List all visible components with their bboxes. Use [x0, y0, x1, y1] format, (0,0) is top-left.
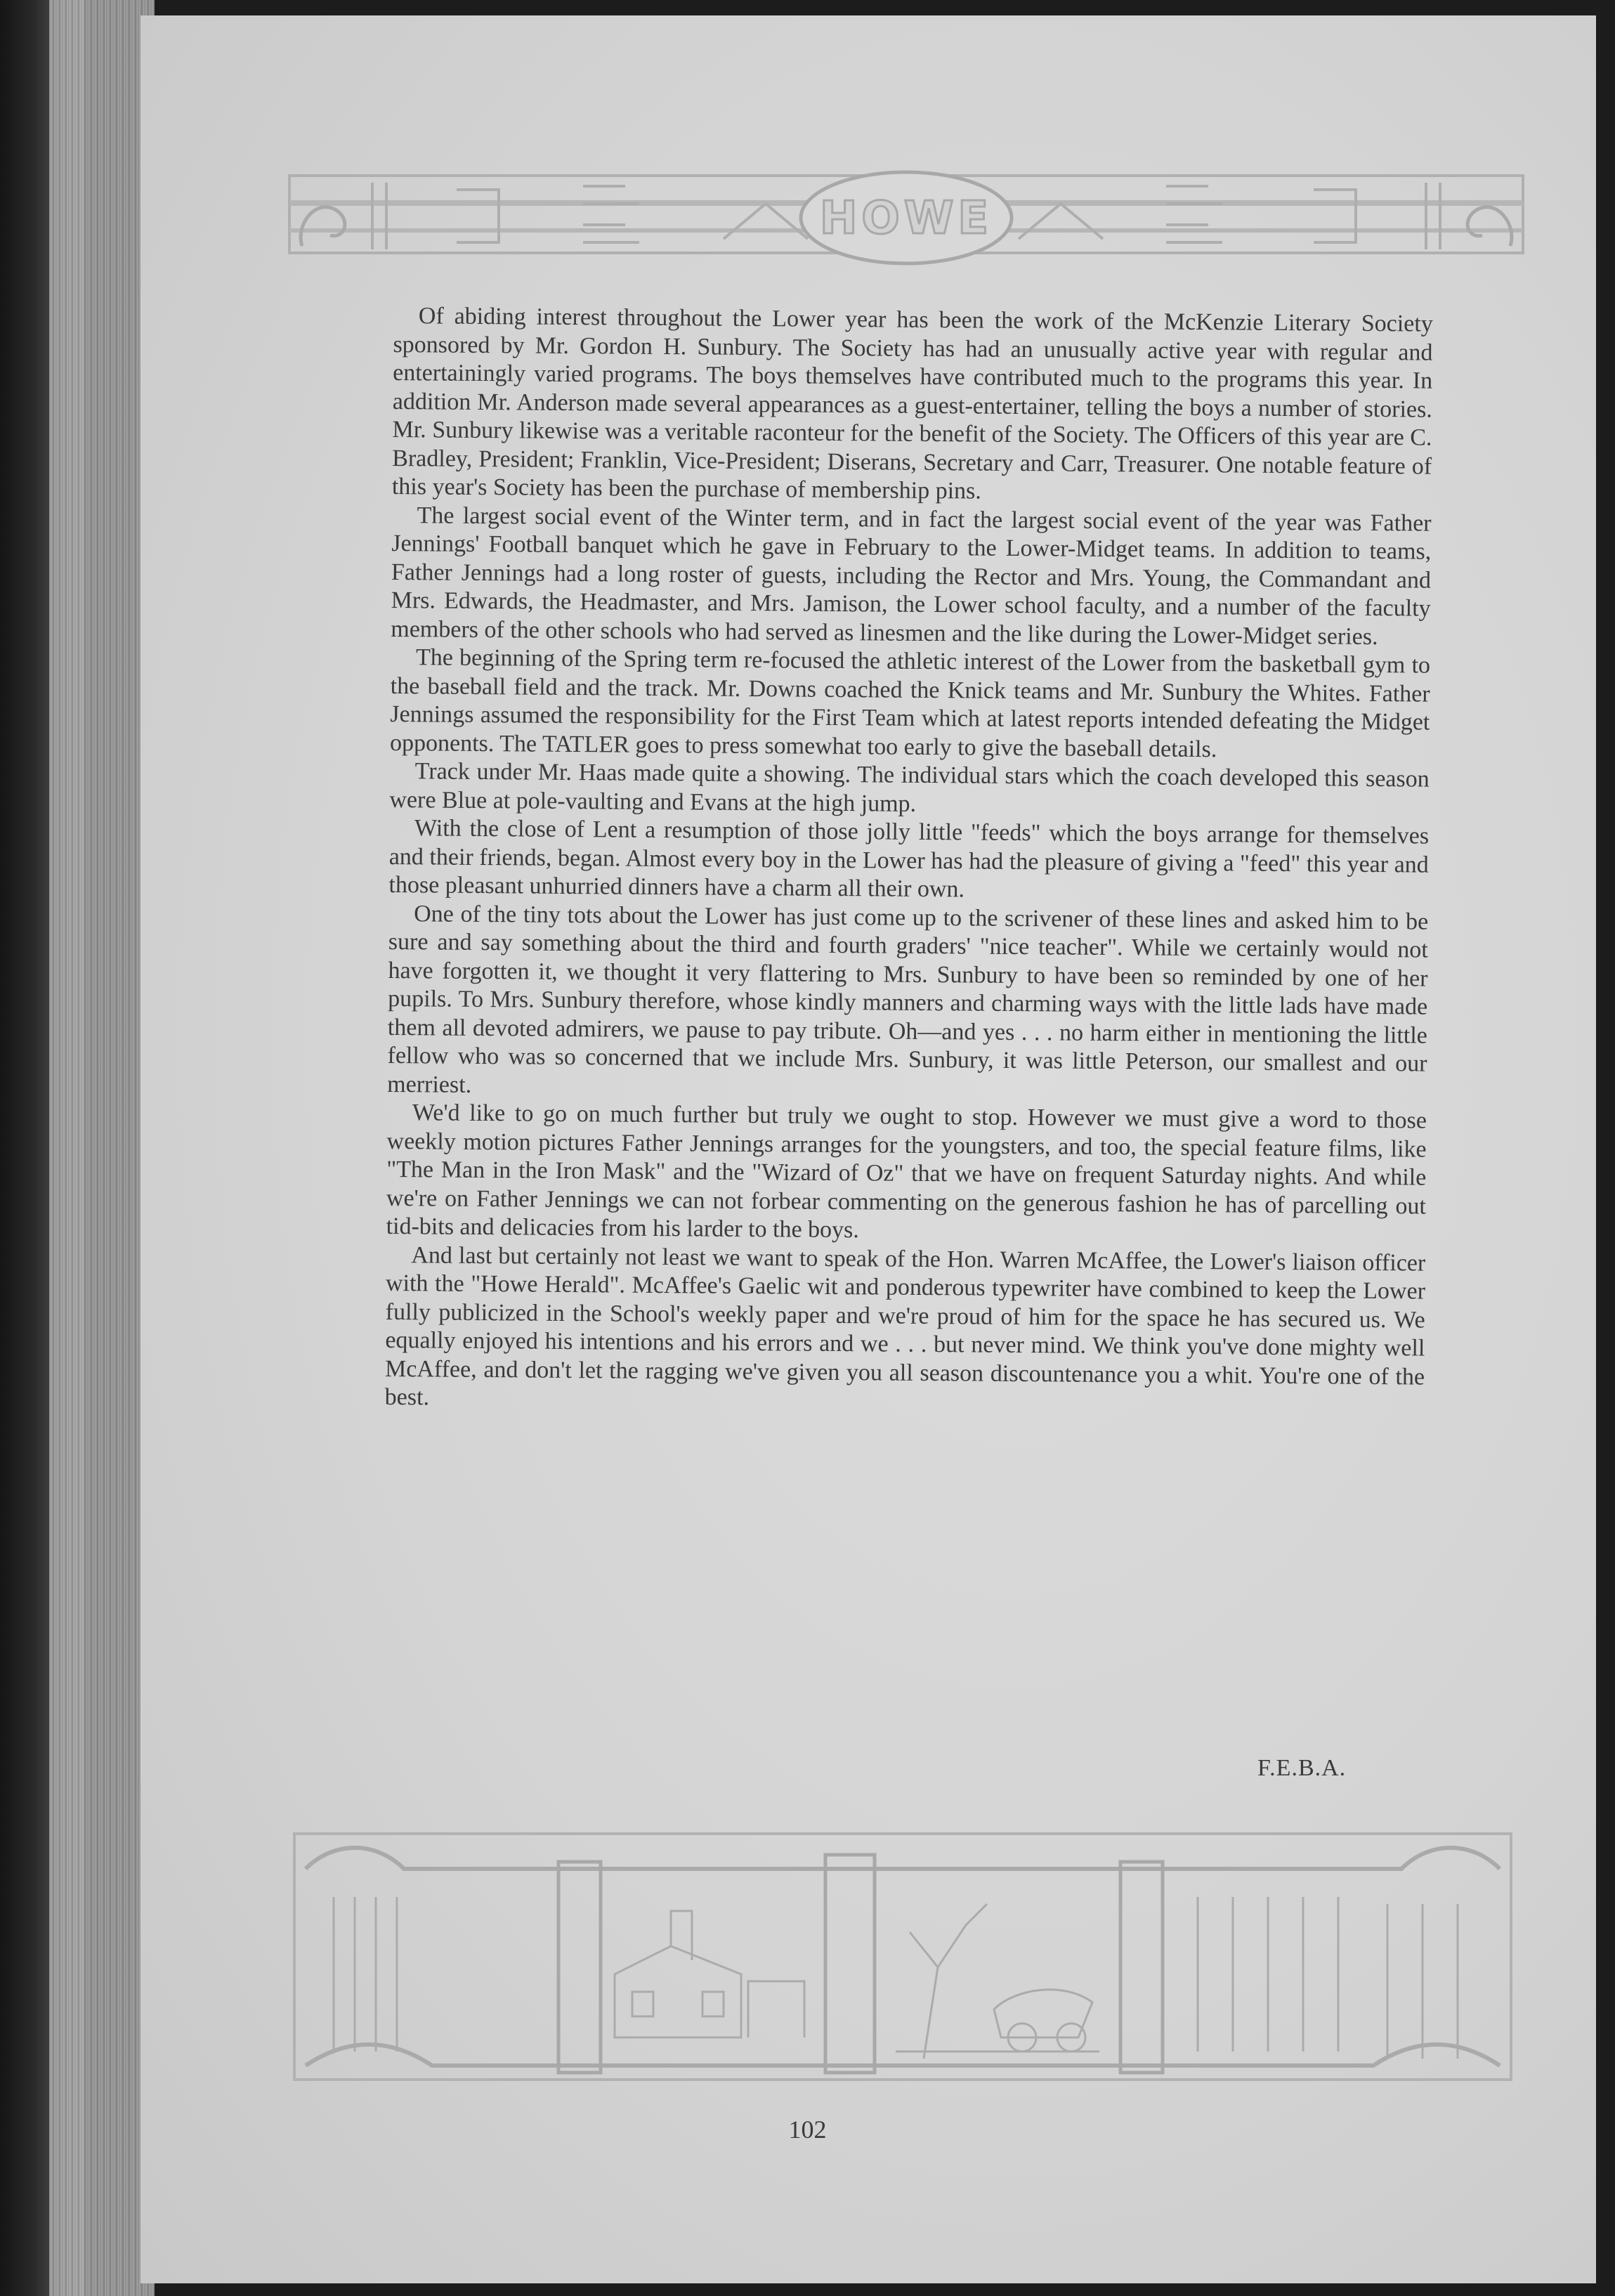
- author-signature: F.E.B.A.: [1257, 1755, 1347, 1781]
- paragraph: The largest social event of the Winter term, and in fact the largest social event of the year was Father Jennings' Football banquet which he gave in February to the Lower-Midget teams. In addition to teams, Father Jennings had a long roster of guests, including the Rector and Mrs. Young, the Commandant and Mrs. Edwards, the Headmaster, and Mrs. Jamison, the Lower school faculty, and a number of the faculty members of the other schools who had served as linesmen and the like during the Lower-Midget series.: [391, 502, 1432, 650]
- banner-title: HOWE: [819, 193, 993, 244]
- paragraph: We'd like to go on much further but truly we ought to stop. However we must give a word to those weekly motion pictures Father Jennings arranges for the youngsters, and too, the special feature films, like "The Man in the Iron Mask" and the "Wizard of Oz" that we have on frequent Saturday nights. And while we're on Father Jennings we can not forbear commenting on the generous fashion he has of parcelling out tid-bits and delicacies from his larder to the boys.: [386, 1100, 1427, 1244]
- paragraph: One of the tiny tots about the Lower has just come up to the scrivener of these lines and asked him to be sure and say something about the third and fourth graders' "nice teacher". While we certainly would not have forgotten it, we thought it very flattering to Mrs. Sunbury to have been so reminded by one of her pupils. To Mrs. Sunbury therefore, whose kindly manners and charming ways with the little lads have made them all devoted admirers, we pause to pay tribute. Oh—and yes . . . no harm either in mentioning the little fellow who was so concerned that we include Mrs. Sunbury, it was little Peterson, our smallest and our merriest.: [387, 900, 1429, 1098]
- paragraph: The beginning of the Spring term re-focused the athletic interest of the Lower from the basketball gym to the baseball field and the track. Mr. Downs coached the Knick teams and Mr. Sunbury the Whites. Father Jennings assumed the responsibility for the First Team which at latest reports intended defeating the Midget opponents. The TATLER goes to press somewhat too early to give the baseball details.: [389, 644, 1431, 762]
- article-body: [385, 302, 1433, 1420]
- header-ornament-banner: [288, 162, 1524, 267]
- paragraph: And last but certainly not least we want to speak of the Hon. Warren McAffee, the Lower's liaison officer with the "Howe Herald". McAffee's Gaelic wit and ponderous typewriter have combined to keep the Lower fully publicized in the School's weekly paper and we're proud of him for the space he has secured us. We equally enjoyed his intentions and his errors and we . . . but never mind. We think you've done mighty well McAffee, and don't let the ragging we've given you all season discountenance you a whit. You're one of the best.: [384, 1241, 1426, 1411]
- page-number: 102: [788, 2115, 827, 2144]
- footer-scroll-illustration: [292, 1827, 1514, 2087]
- paragraph: Of abiding interest throughout the Lower year has been the work of the McKenzie Literary Society sponsored by Mr. Gordon H. Sunbury. The Society has had an unusually active year with regular and entertainingly varied programs. The boys themselves have contributed much to the programs this year. In addition Mr. Anderson made several appearances as a guest-entertainer, telling the boys a number of stories. Mr. Sunbury likewise was a veritable raconteur for the benefit of the Society. The Officers of this year are C. Bradley, President; Franklin, Vice-President; Diserans, Secretary and Carr, Treasurer. One notable feature of this year's Society has been the purchase of membership pins.: [391, 303, 1433, 504]
- paragraph: With the close of Lent a resumption of those jolly little "feeds" which the boys arrange for themselves and their friends, began. Almost every boy in the Lower has had the pleasure of giving a "feed" this year and those pleasant unhurried dinners have a charm all their own.: [388, 815, 1430, 903]
- page-edges: [49, 0, 155, 2296]
- paragraph: Track under Mr. Haas made quite a showing. The individual stars which the coach developed this season were Blue at pole-vaulting and Evans at the high jump.: [389, 758, 1430, 817]
- footer-illustration: [292, 1827, 1514, 2087]
- header-ornament-graphic: [288, 162, 1524, 267]
